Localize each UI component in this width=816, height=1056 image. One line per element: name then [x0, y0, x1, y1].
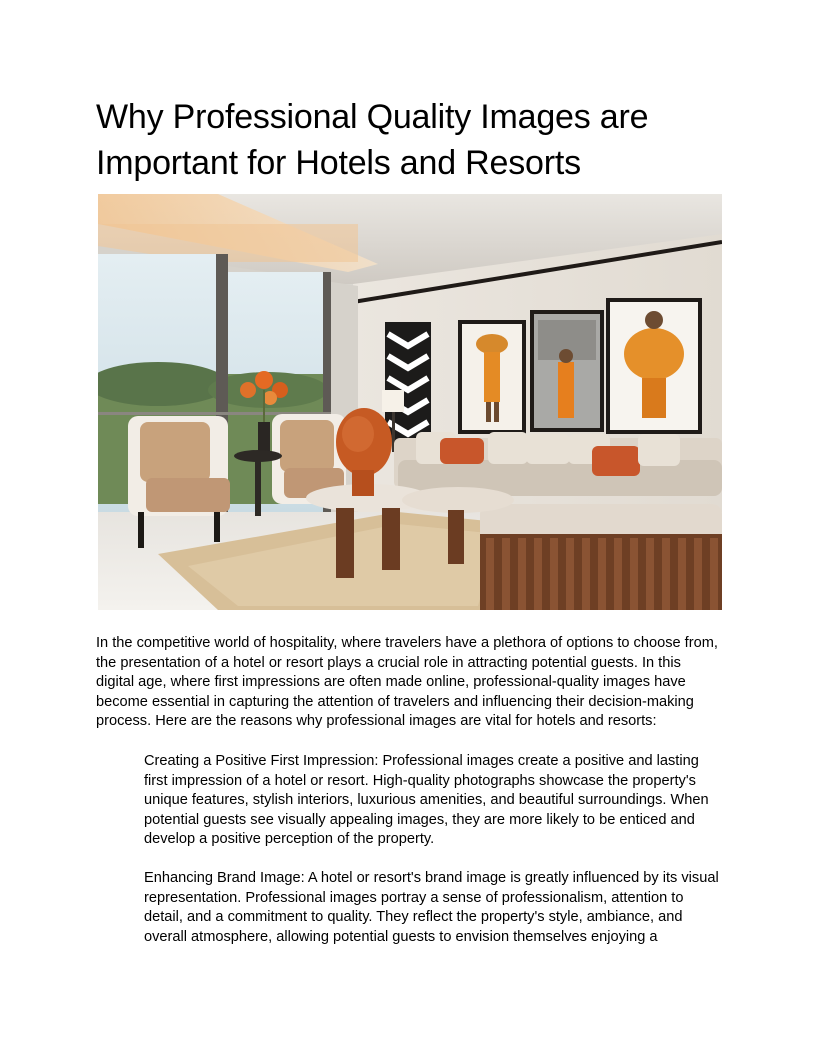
list-item: Enhancing Brand Image: A hotel or resort's brand image is greatly influenced by its visual representation. Professional images portray a sense of professionalism, attention to detail, and a commitment to quality. They reflect the property's style, ambiance, and overall atmosphere, allowing potential guests to envision themselves enjoying a — [144, 870, 719, 945]
hotel-living-room-photo — [98, 194, 722, 610]
page-title: Why Professional Quality Images are Important for Hotels and Resorts — [96, 98, 649, 182]
reasons-list — [144, 752, 724, 967]
list-item: Creating a Positive First Impression: Professional images create a positive and lasting first impression of a hotel or resort. High-quality photographs showcase the property's unique features, stylish interiors, luxurious amenities, and beautiful surroundings. When potential guests see visually appealing images, they are more likely to be enticed and develop a positive perception of the property. — [144, 753, 709, 847]
intro-paragraph: In the competitive world of hospitality, where travelers have a plethora of options to choose from, the presentation of a hotel or resort plays a crucial role in attracting potential guests. In this digital age, where first impressions are often made online, professional-quality images have become essential in capturing the attention of travelers and influencing their decision-making process. Here are the reasons why professional images are vital for hotels and resorts: — [96, 635, 718, 729]
